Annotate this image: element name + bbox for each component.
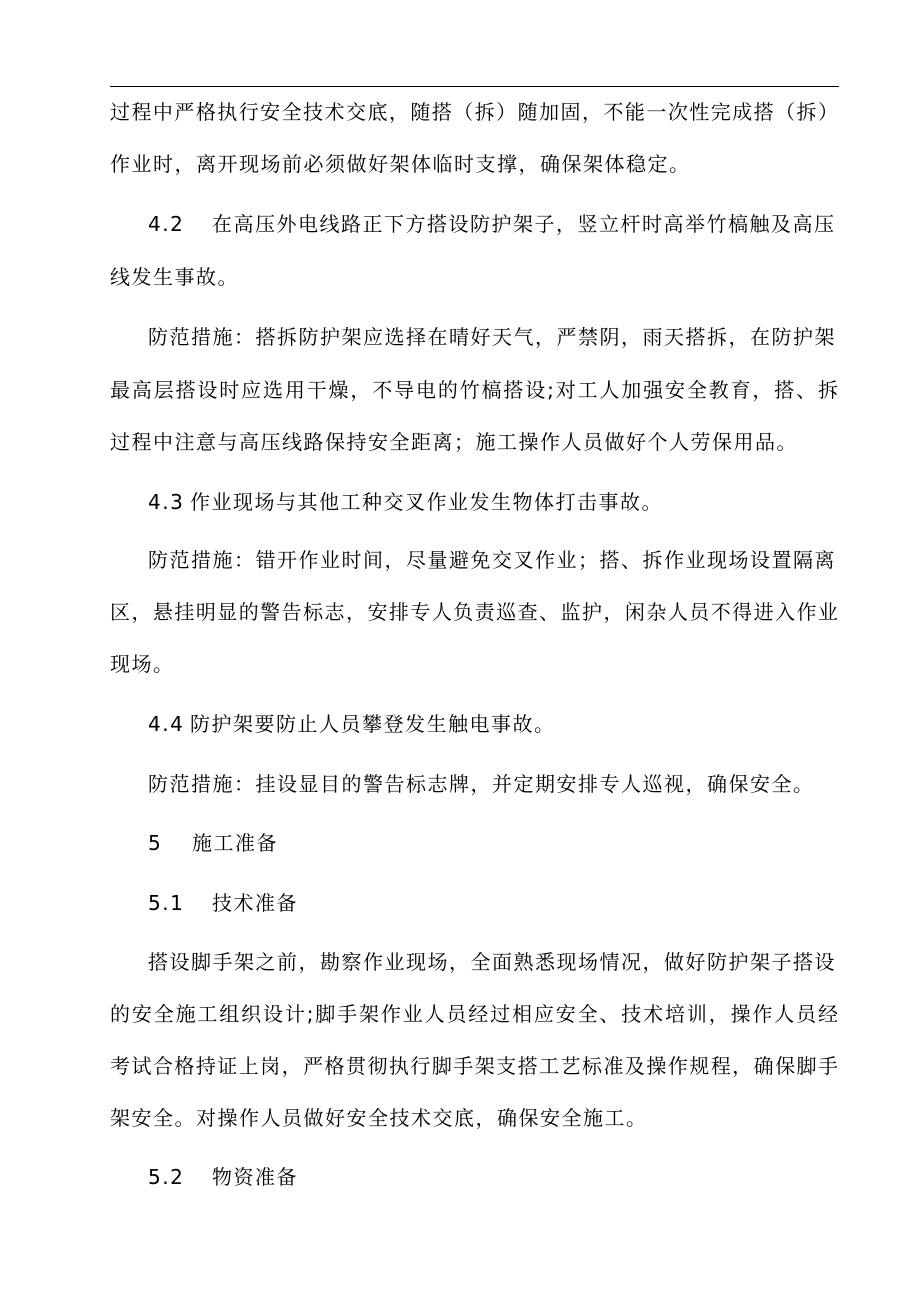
body-line: 防范措施：搭拆防护架应选择在晴好天气，严禁阴，雨天搭拆，在防护架 [148,325,836,349]
heading-5-2 [148,1163,298,1191]
heading-4-3 [148,488,663,516]
body-line: 过程中严格执行安全技术交底，随搭（拆）随加固，不能一次性完成搭（拆） [110,100,838,124]
body-line: 的安全施工组织设计;脚手架作业人员经过相应安全、技术培训，操作人员经 [110,1002,838,1026]
body-line: 区，悬挂明显的警告标志，安排专人负责巡查、监护，闲杂人员不得进入作业 [110,600,838,624]
heading-number: 5.2 [148,1165,185,1189]
heading-text: 作业现场与其他工种交叉作业发生物体打击事故。 [190,490,663,514]
heading-4-2 [148,210,836,238]
heading-text: 在高压外电线路正下方搭设防护架子，竖立杆时高举竹槁触及高压 [212,212,836,236]
heading-number: 4.2 [148,212,185,236]
heading-number: 5 [148,831,163,855]
heading-text: 物资准备 [212,1165,298,1189]
body-line: 搭设脚手架之前，勘察作业现场，全面熟悉现场情况，做好防护架子搭设 [148,950,836,974]
body-line: 作业时，离开现场前必须做好架体临时支撑，确保架体稳定。 [110,152,691,176]
heading-5-1 [148,889,298,917]
heading-text: 技术准备 [212,891,298,915]
body-line: 防范措施：错开作业时间，尽量避免交叉作业；搭、拆作业现场设置隔离 [148,548,836,572]
heading-text: 防护架要防止人员攀登发生触电事故。 [190,712,556,736]
heading-number: 4.3 [148,490,185,514]
heading-4-4 [148,710,556,738]
heading-number: 4.4 [148,712,185,736]
body-line: 过程中注意与高压线路保持安全距离；施工操作人员做好个人劳保用品。 [110,430,798,454]
body-line: 架安全。对操作人员做好安全技术交底，确保安全施工。 [110,1106,648,1130]
header-rule [110,86,839,87]
body-line: 现场。 [110,652,175,676]
heading-text: 施工准备 [192,831,278,855]
body-line: 最高层搭设时应选用干燥，不导电的竹槁搭设;对工人加强安全教育，搭、拆 [110,378,838,402]
body-line: 考试合格持证上岗，严格贯彻执行脚手架支搭工艺标准及操作规程，确保脚手 [110,1054,838,1078]
body-line: 线发生事故。 [110,265,239,289]
heading-number: 5.1 [148,891,185,915]
body-line: 防范措施：挂设显目的警告标志牌，并定期安排专人巡视，确保安全。 [148,772,815,796]
heading-5 [148,829,278,857]
